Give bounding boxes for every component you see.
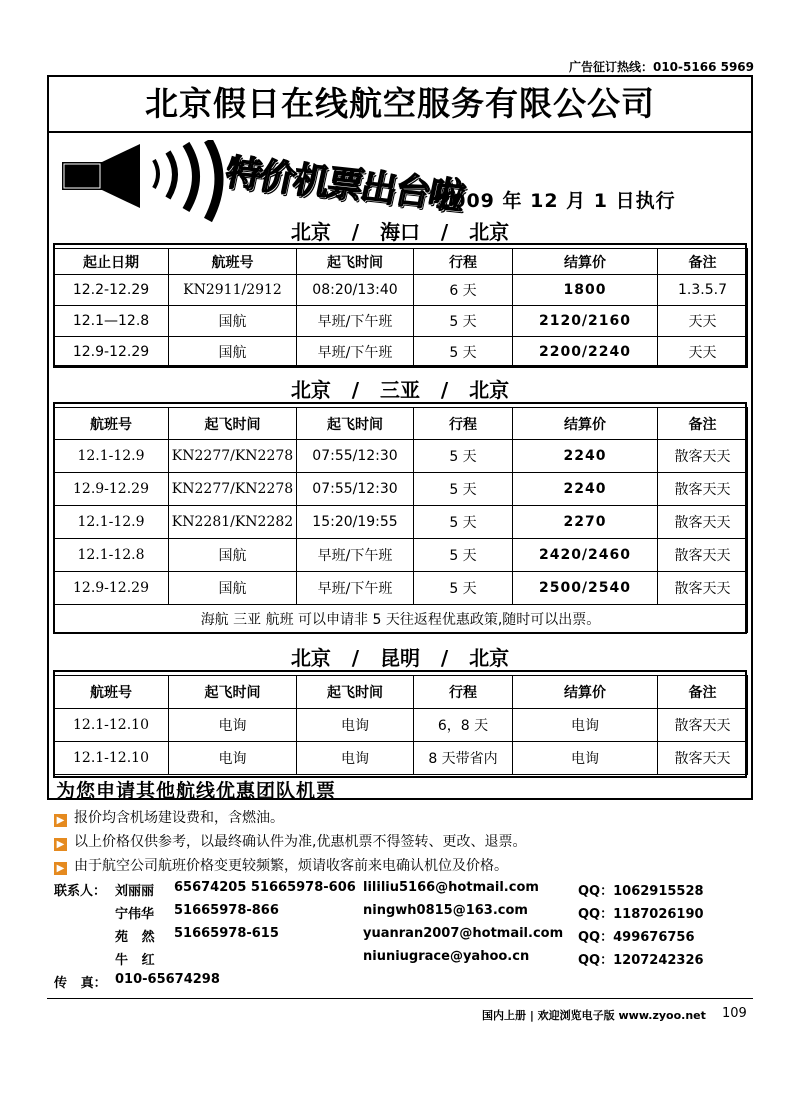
cell-duration: 5 天	[414, 306, 513, 337]
table-row	[54, 337, 748, 368]
cell-time: 07:55/12:30	[297, 473, 414, 506]
page-number: 109	[722, 1006, 747, 1021]
company-name: 北京假日在线航空服务有限公公司	[47, 76, 753, 133]
cell-dates: 12.9-12.29	[54, 337, 169, 368]
col-header: 结算价	[513, 408, 658, 440]
col-header: 结算价	[513, 676, 658, 709]
cell-duration: 5 天	[414, 506, 513, 539]
cell-remark: 散客天天	[658, 440, 748, 473]
cell-price: 1800	[513, 275, 658, 306]
cell-dates: 12.1-12.10	[54, 742, 169, 775]
contact-qq: QQ：1187026190	[578, 907, 704, 922]
cell-flight: KN2277/KN2278	[169, 473, 297, 506]
col-header: 行程	[414, 676, 513, 709]
arrow-right-icon: ▶	[54, 814, 67, 827]
cell-duration: 5 天	[414, 473, 513, 506]
col-header: 备注	[658, 249, 748, 275]
table-row	[54, 275, 748, 306]
cell-remark: 散客天天	[658, 473, 748, 506]
col-header: 起飞时间	[297, 408, 414, 440]
megaphone-icon	[58, 140, 238, 224]
cell-price: 电询	[513, 742, 658, 775]
arrow-right-icon: ▶	[54, 838, 67, 851]
col-header: 起飞时间	[297, 676, 414, 709]
cell-time: 早班/下午班	[297, 337, 414, 368]
cell-dates: 12.9-12.29	[54, 473, 169, 506]
cell-price: 2200/2240	[513, 337, 658, 368]
sanya-note: 海航 三亚 航班 可以申请非 5 天往返程优惠政策,随时可以出票。	[54, 605, 748, 633]
cell-flight: 国航	[169, 337, 297, 368]
contact-label: 联系人：	[54, 884, 107, 899]
cell-duration: 5 天	[414, 539, 513, 572]
table-row	[54, 572, 748, 605]
cell-duration: 5 天	[414, 572, 513, 605]
cell-flight: 电询	[169, 742, 297, 775]
bullet-item: ▶ 报价均含机场建设费和，含燃油。	[54, 807, 284, 827]
col-header: 备注	[658, 408, 748, 440]
table-haikou	[53, 248, 748, 368]
cell-remark: 1.3.5.7	[658, 275, 748, 306]
cell-time: 早班/下午班	[297, 572, 414, 605]
contact-email: yuanran2007@hotmail.com	[363, 926, 564, 941]
cell-duration: 6 天	[414, 275, 513, 306]
contact-email: niuniugrace@yahoo.cn	[363, 949, 530, 964]
contact-name: 苑 然	[115, 930, 155, 945]
cell-remark: 散客天天	[658, 506, 748, 539]
cell-time: 早班/下午班	[297, 306, 414, 337]
col-header: 起飞时间	[169, 676, 297, 709]
cell-remark: 散客天天	[658, 539, 748, 572]
cell-flight: 国航	[169, 572, 297, 605]
contact-name: 刘丽丽	[115, 884, 155, 899]
cell-flight: 电询	[169, 709, 297, 742]
cell-duration: 5 天	[414, 440, 513, 473]
cell-remark: 散客天天	[658, 572, 748, 605]
footer-text: 国内上册 | 欢迎浏览电子版 www.zyoo.net	[482, 1009, 706, 1022]
cell-dates: 12.9-12.29	[54, 572, 169, 605]
cell-remark: 天天	[658, 337, 748, 368]
route-title-haikou: 北京 / 海口 / 北京	[290, 220, 510, 244]
col-header: 航班号	[54, 408, 169, 440]
col-header: 航班号	[54, 676, 169, 709]
cell-duration: 8 天带省内	[414, 742, 513, 775]
cell-remark: 天天	[658, 306, 748, 337]
cell-dates: 12.1-12.8	[54, 539, 169, 572]
table-sanya	[53, 407, 748, 633]
table-row	[54, 539, 748, 572]
cell-remark: 散客天天	[658, 709, 748, 742]
cell-flight: KN2277/KN2278	[169, 440, 297, 473]
fax-number: 010-65674298	[115, 972, 220, 987]
col-header: 备注	[658, 676, 748, 709]
table-row	[54, 506, 748, 539]
contact-name: 牛 红	[115, 953, 155, 968]
contact-qq: QQ：1207242326	[578, 953, 704, 968]
cell-time: 15:20/19:55	[297, 506, 414, 539]
col-header: 航班号	[169, 249, 297, 275]
cell-time: 早班/下午班	[297, 539, 414, 572]
fax-label: 传 真：	[54, 976, 107, 991]
contact-name: 宁伟华	[115, 907, 155, 922]
table-row	[54, 440, 748, 473]
col-header: 行程	[414, 249, 513, 275]
route-title-sanya: 北京 / 三亚 / 北京	[290, 378, 510, 402]
cell-price: 2240	[513, 473, 658, 506]
effective-date: 2009 年 12 月 1 日执行	[438, 190, 676, 212]
cell-time: 电询	[297, 709, 414, 742]
cell-duration: 5 天	[414, 337, 513, 368]
bullet-item: ▶ 以上价格仅供参考，以最终确认件为准,优惠机票不得签转、更改、退票。	[54, 831, 526, 851]
cell-remark: 散客天天	[658, 742, 748, 775]
promo-headline: 特价机票出台啦	[221, 152, 468, 219]
cell-time: 08:20/13:40	[297, 275, 414, 306]
table-kunming	[53, 675, 748, 775]
cell-dates: 12.1-12.9	[54, 440, 169, 473]
contact-qq: QQ：499676756	[578, 930, 695, 945]
table-row	[54, 709, 748, 742]
contact-qq: QQ：1062915528	[578, 884, 704, 899]
col-header: 起飞时间	[297, 249, 414, 275]
table-row	[54, 306, 748, 337]
cell-dates: 12.1—12.8	[54, 306, 169, 337]
footer-divider	[47, 998, 753, 999]
cell-price: 电询	[513, 709, 658, 742]
col-header: 起飞时间	[169, 408, 297, 440]
col-header: 行程	[414, 408, 513, 440]
cell-dates: 12.1-12.10	[54, 709, 169, 742]
cell-price: 2420/2460	[513, 539, 658, 572]
cell-dates: 12.1-12.9	[54, 506, 169, 539]
cell-duration: 6，8 天	[414, 709, 513, 742]
contact-phone: 51665978-866	[174, 903, 279, 918]
contact-phone: 65674205 51665978-606	[174, 880, 356, 895]
cell-time: 07:55/12:30	[297, 440, 414, 473]
table-row	[54, 473, 748, 506]
route-title-kunming: 北京 / 昆明 / 北京	[290, 646, 510, 670]
cell-dates: 12.2-12.29	[54, 275, 169, 306]
col-header: 结算价	[513, 249, 658, 275]
cell-price: 2270	[513, 506, 658, 539]
contact-email: ningwh0815@163.com	[363, 903, 528, 918]
cell-price: 2500/2540	[513, 572, 658, 605]
col-header: 起止日期	[54, 249, 169, 275]
contact-phone: 51665978-615	[174, 926, 279, 941]
cell-price: 2240	[513, 440, 658, 473]
cell-price: 2120/2160	[513, 306, 658, 337]
cell-flight: KN2281/KN2282	[169, 506, 297, 539]
cell-flight: 国航	[169, 306, 297, 337]
apply-title: 为您申请其他航线优惠团队机票	[56, 780, 337, 802]
cell-time: 电询	[297, 742, 414, 775]
table-row	[54, 742, 748, 775]
cell-flight: 国航	[169, 539, 297, 572]
contact-email: lililiu5166@hotmail.com	[363, 880, 539, 895]
bullet-item: ▶ 由于航空公司航班价格变更较频繁，烦请收客前来电确认机位及价格。	[54, 855, 508, 875]
ad-hotline: 广告征订热线：010-5166 5969	[568, 60, 754, 74]
arrow-right-icon: ▶	[54, 862, 67, 875]
cell-flight: KN2911/2912	[169, 275, 297, 306]
